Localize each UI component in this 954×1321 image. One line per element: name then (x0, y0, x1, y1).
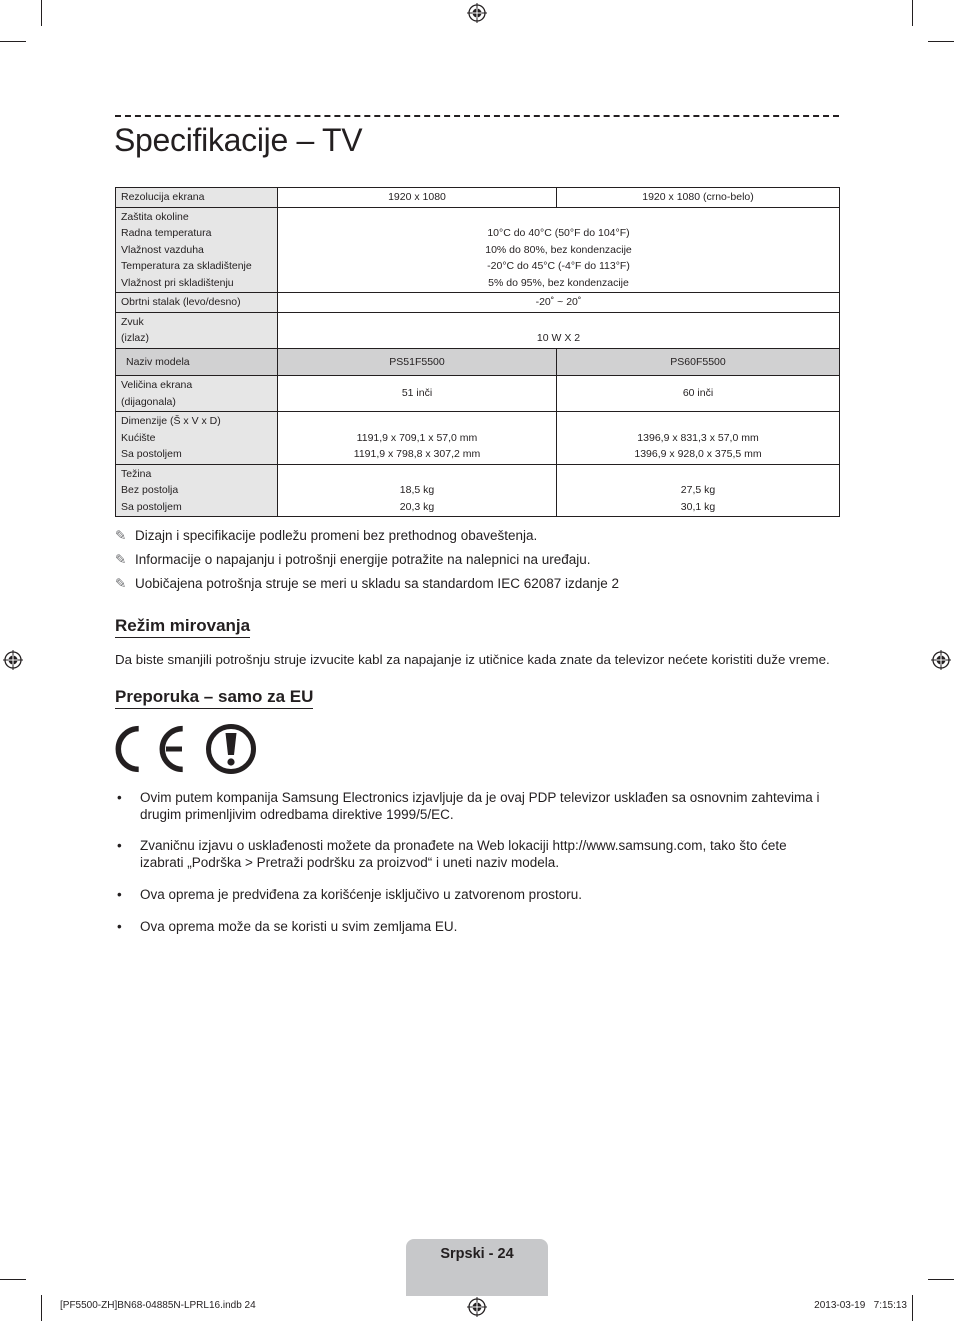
note-item: ✎ Uobičajena potrošnja struje se meri u skladu sa standardom IEC 62087 izdanje 2 (115, 576, 620, 591)
table-cell: 1920 x 1080 (278, 188, 557, 208)
table-row-screen-size (116, 376, 840, 412)
table-cell: 1920 x 1080 (crno-belo) (557, 188, 840, 208)
table-row-environment (116, 207, 840, 293)
table-cell: 1191,9 x 709,1 x 57,0 mm 1191,9 x 798,8 x 307,2 mm (278, 412, 557, 465)
registration-mark-icon (3, 650, 23, 670)
table-cell: 10°C do 40°C (50°F do 104°F) 10% do 80%, bez kondenzacije -20°C do 45°C (-4°F do 113°F) 5% do 95%, bez kondenzacije (278, 207, 840, 293)
table-row-model (116, 348, 840, 376)
table-cell: -20˚ ~ 20˚ (278, 293, 840, 313)
row-label: Obrtni stalak (levo/desno) (116, 293, 278, 313)
row-label: Naziv modela (116, 348, 278, 376)
table-cell: 1396,9 x 831,3 x 57,0 mm 1396,9 x 928,0 x 375,5 mm (557, 412, 840, 465)
crop-mark (0, 41, 26, 42)
page-number: Srpski - 24 (440, 1246, 514, 1262)
list-item: • Ova oprema može da se koristi u svim zemljama EU. (117, 919, 458, 934)
table-cell: 51 inči (278, 376, 557, 412)
table-row-sound (116, 312, 840, 348)
registration-mark-icon (931, 650, 951, 670)
crop-mark (41, 0, 42, 26)
note-item: ✎ Dizajn i specifikacije podležu promeni bez prethodnog obaveštenja. (115, 528, 538, 543)
table-row-resolution (116, 188, 840, 208)
footer-file: [PF5500-ZH]BN68-04885N-LPRL16.indb 24 (60, 1300, 256, 1311)
note-item: ✎ Informacije o napajanju i potrošnji energije potražite na nalepnici na uređaju. (115, 552, 591, 567)
table-cell: 10 W X 2 (278, 312, 840, 348)
pencil-note-icon: ✎ (115, 552, 127, 567)
table-row-dimensions (116, 412, 840, 465)
registration-mark-icon (467, 3, 487, 23)
table-cell: PS60F5500 (557, 348, 840, 376)
table-row-swivel (116, 293, 840, 313)
pencil-note-icon: ✎ (115, 576, 127, 591)
list-item: • Ovim putem kompanija Samsung Electronics izjavljuje da je ovaj PDP televizor usklađen sa osnovnim zahtevima i drugim primenljivim odredbama direktive 1999/5/EC. (117, 790, 820, 822)
page-title: Specifikacije – TV (114, 122, 363, 158)
list-item: • Zvaničnu izjavu o usklađenosti možete da pronađete na Web lokaciji http://www.samsung.com, tako što ćete izabrati „Podrška > Pretraži podršku za proizvod“ i uneti naziv modela. (117, 838, 787, 870)
footer-datetime: 2013-03-19 7:15:13 (814, 1300, 907, 1311)
standby-heading: Režim mirovanja (115, 616, 250, 638)
spec-table (115, 187, 840, 517)
list-item: • Ova oprema je predviđena za korišćenje isključivo u zatvorenom prostoru. (117, 887, 582, 902)
standby-text: Da biste smanjili potrošnju struje izvucite kabl za napajanje iz utičnice kada znate da televizor nećete koristiti duže vreme. (115, 652, 830, 667)
pencil-note-icon: ✎ (115, 528, 127, 543)
table-cell: 27,5 kg 30,1 kg (557, 464, 840, 517)
row-label: Dimenzije (Š x V x D) Kućište Sa postoljem (116, 412, 278, 465)
table-cell: 60 inči (557, 376, 840, 412)
table-row-weight (116, 464, 840, 517)
table-cell: PS51F5500 (278, 348, 557, 376)
row-label: Zvuk (izlaz) (116, 312, 278, 348)
title-divider (115, 115, 839, 117)
row-label: Veličina ekrana (dijagonala) (116, 376, 278, 412)
row-label: Rezolucija ekrana (116, 188, 278, 208)
registration-mark-icon (467, 1297, 487, 1317)
crop-mark (912, 1295, 913, 1321)
eu-heading: Preporuka – samo za EU (115, 687, 313, 709)
crop-mark (928, 1279, 954, 1280)
table-cell: 18,5 kg 20,3 kg (278, 464, 557, 517)
row-label: Zaštita okoline Radna temperatura Vlažnost vazduha Temperatura za skladištenje Vlažnost pri skladištenju (116, 207, 278, 293)
alert-mark-icon (204, 723, 258, 775)
row-label: Težina Bez postolja Sa postoljem (116, 464, 278, 517)
crop-mark (0, 1279, 26, 1280)
crop-mark (928, 41, 954, 42)
ce-mark-icon (114, 723, 190, 775)
crop-mark (912, 0, 913, 26)
crop-mark (41, 1295, 42, 1321)
